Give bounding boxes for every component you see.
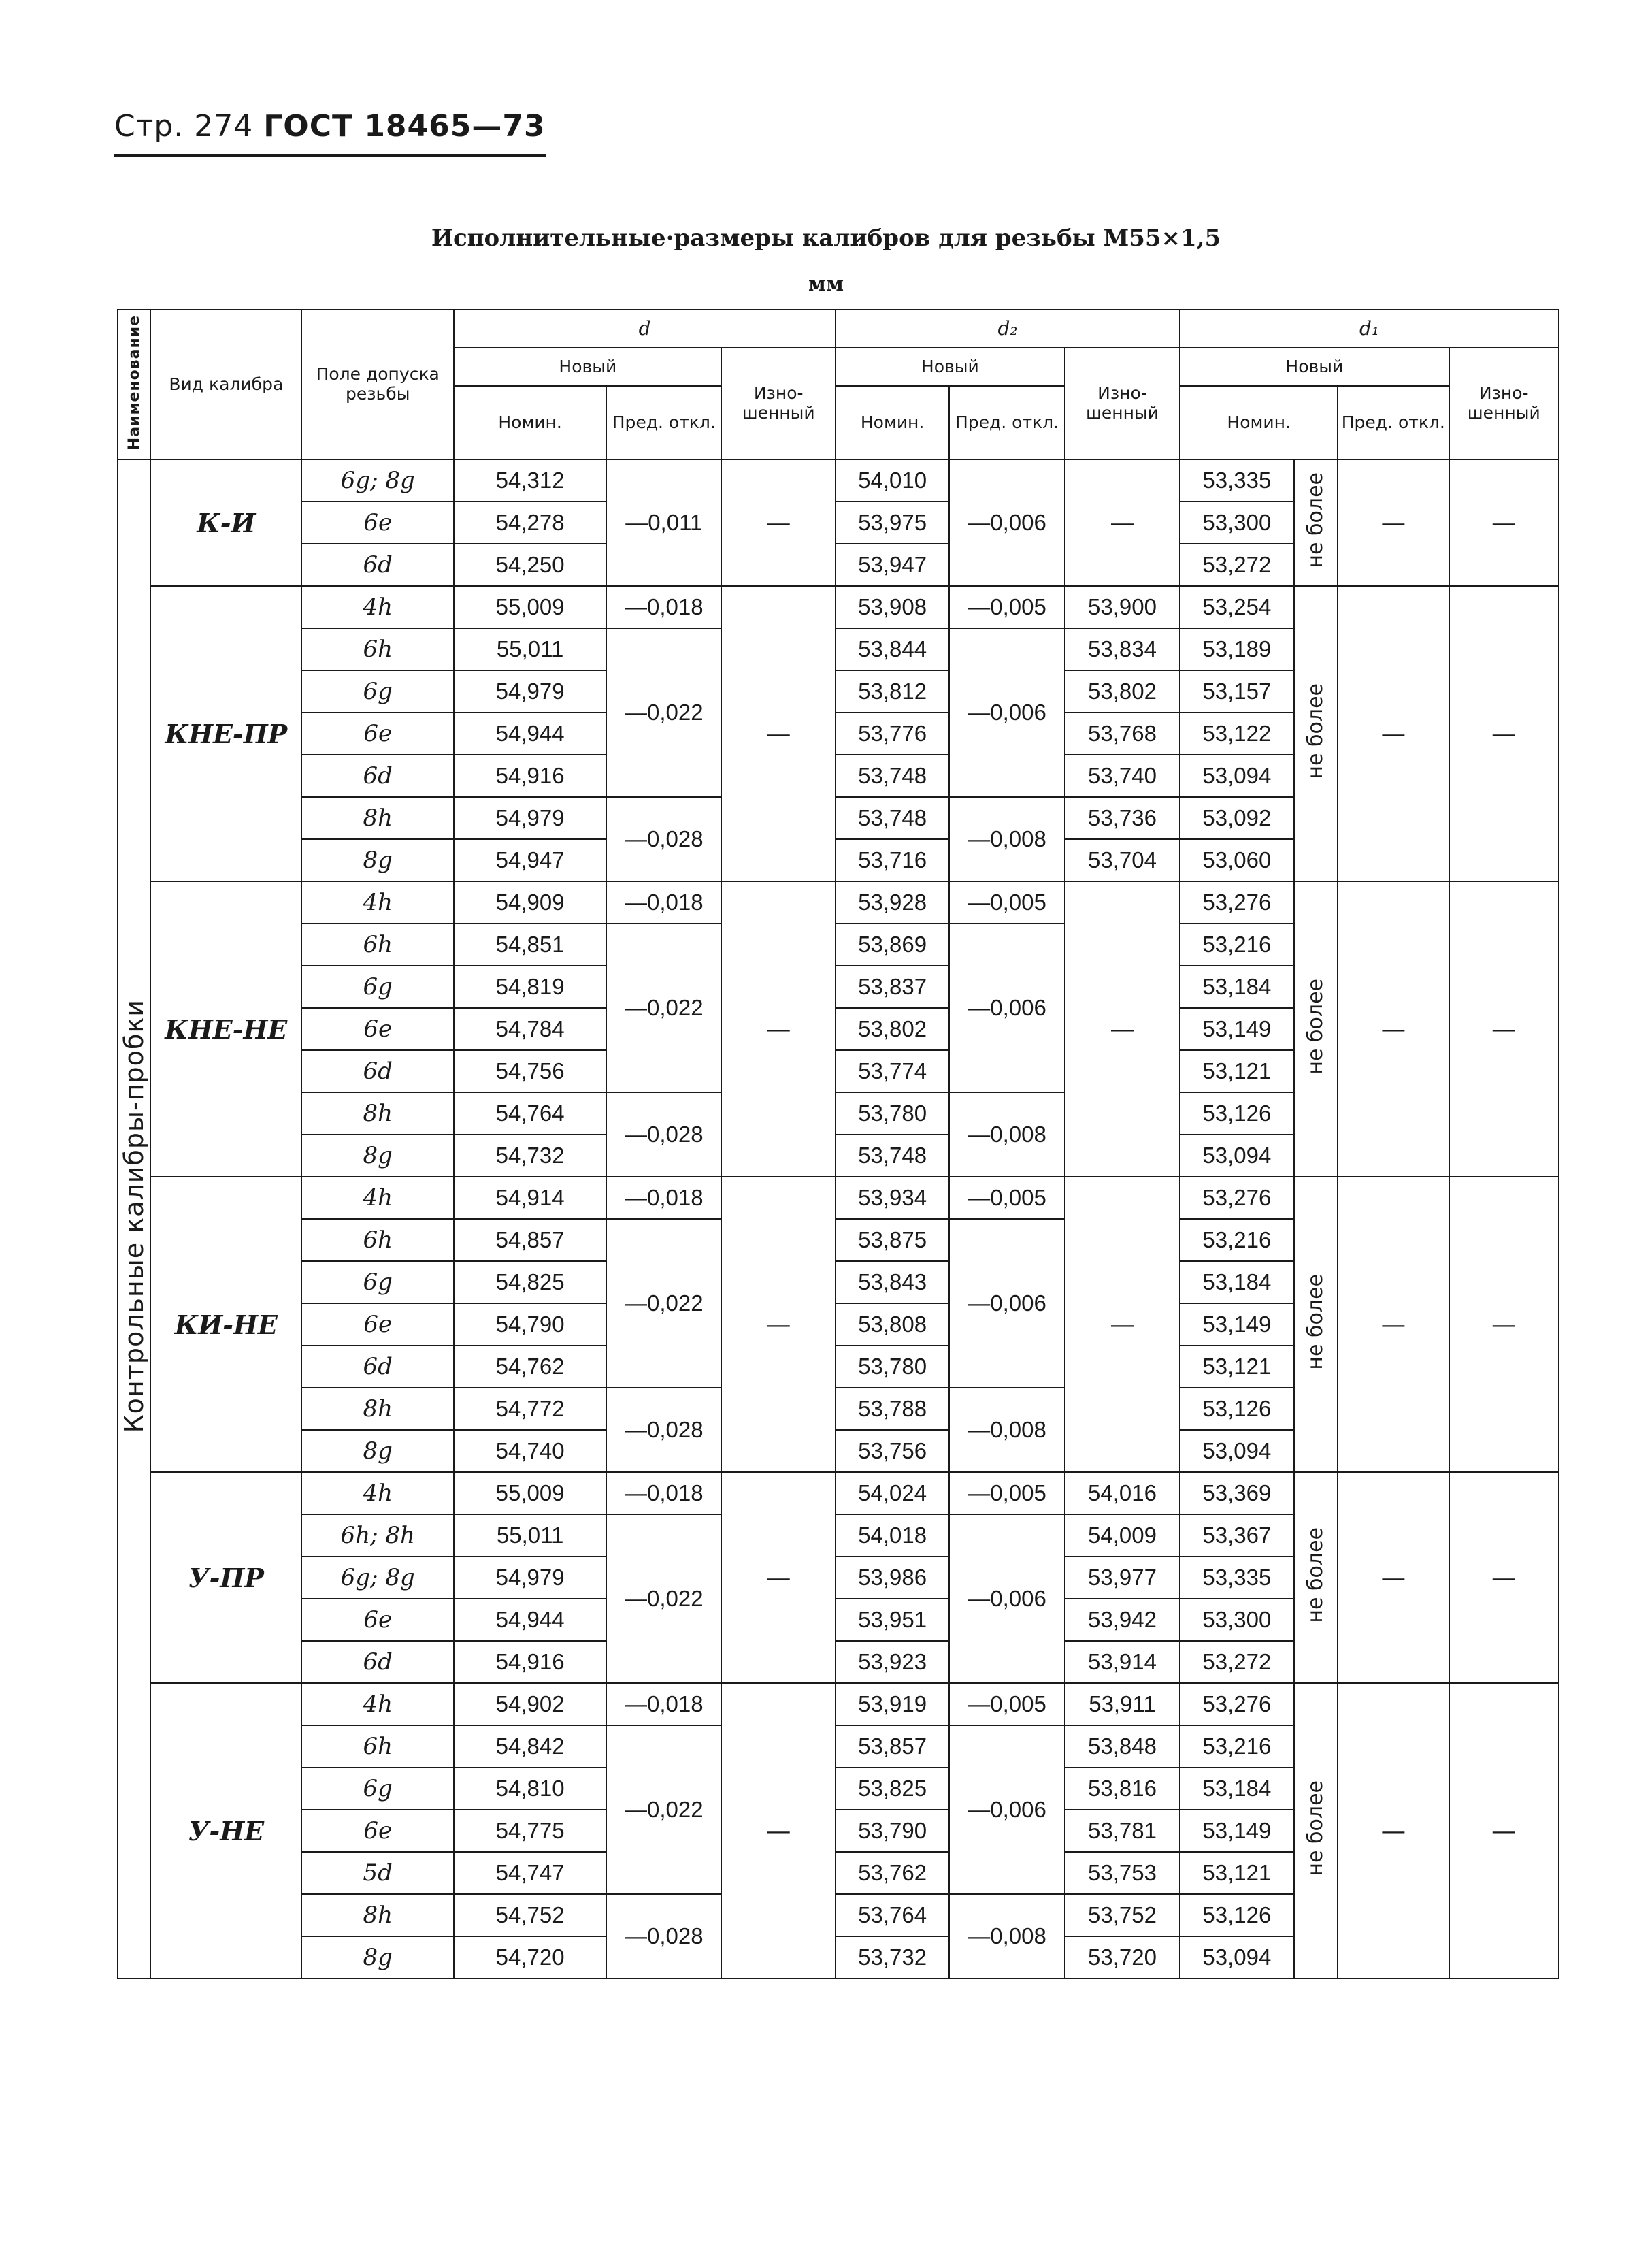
col-vid-kalibra: Вид калибра	[150, 310, 301, 459]
d1-nomin: 53,094	[1180, 755, 1293, 797]
d1-nomin: 53,300	[1180, 502, 1293, 544]
d-pred-otkl: —0,018	[606, 1683, 721, 1725]
d2-iznoshenny: 53,816	[1065, 1768, 1180, 1810]
tolerance-field: 6e	[301, 1303, 454, 1346]
d2-nomin: 53,790	[836, 1810, 949, 1852]
tolerance-field: 6h; 8h	[301, 1514, 454, 1557]
d2-nomin: 53,986	[836, 1557, 949, 1599]
d1-nomin: 53,272	[1180, 1641, 1293, 1683]
d-nomin: 54,250	[454, 544, 606, 586]
tolerance-field: 5d	[301, 1852, 454, 1894]
calibre-table	[117, 309, 1559, 1979]
d1-ne-bolee: не более	[1294, 881, 1338, 1177]
d-nomin: 54,810	[454, 1768, 606, 1810]
d2-iznoshenny: —	[1065, 459, 1180, 586]
d2-iznoshenny: 53,848	[1065, 1725, 1180, 1768]
d1-nomin: 53,335	[1180, 459, 1293, 502]
d2-nomin: 53,802	[836, 1008, 949, 1050]
d-pred-otkl: —0,022	[606, 924, 721, 1092]
table-row	[118, 1683, 1559, 1725]
d2-nomin: 54,024	[836, 1472, 949, 1514]
tolerance-field: 6g	[301, 966, 454, 1008]
d1-nomin: 53,276	[1180, 881, 1293, 924]
col-d2-noviy: Новый	[836, 348, 1065, 386]
d-nomin: 54,944	[454, 1599, 606, 1641]
d2-pred-otkl: —0,006	[949, 1514, 1064, 1683]
d2-pred-otkl: —0,005	[949, 1177, 1064, 1219]
d1-nomin: 53,092	[1180, 797, 1293, 839]
d2-pred-otkl: —0,005	[949, 1472, 1064, 1514]
tolerance-field: 8g	[301, 1936, 454, 1978]
d2-iznoshenny: 53,942	[1065, 1599, 1180, 1641]
tolerance-field: 4h	[301, 1683, 454, 1725]
tolerance-field: 8g	[301, 1135, 454, 1177]
table-body	[118, 459, 1559, 1978]
d1-iznoshenny: —	[1449, 1177, 1559, 1472]
d-nomin: 54,944	[454, 713, 606, 755]
col-d1-pred-otkl: Пред. откл.	[1338, 386, 1449, 459]
d-pred-otkl: —0,028	[606, 797, 721, 881]
d-nomin: 54,775	[454, 1810, 606, 1852]
d-pred-otkl: —0,018	[606, 586, 721, 628]
col-d-noviy: Новый	[454, 348, 721, 386]
d2-iznoshenny: 53,753	[1065, 1852, 1180, 1894]
d2-pred-otkl: —0,006	[949, 924, 1064, 1092]
d2-nomin: 53,748	[836, 797, 949, 839]
d1-nomin: 53,369	[1180, 1472, 1293, 1514]
d2-pred-otkl: —0,008	[949, 1894, 1064, 1978]
d-nomin: 54,916	[454, 1641, 606, 1683]
d2-iznoshenny: 53,911	[1065, 1683, 1180, 1725]
d2-nomin: 53,843	[836, 1261, 949, 1303]
d2-nomin: 53,756	[836, 1430, 949, 1472]
d1-nomin: 53,367	[1180, 1514, 1293, 1557]
d2-iznoshenny: —	[1065, 1177, 1180, 1472]
d1-nomin: 53,300	[1180, 1599, 1293, 1641]
d-nomin: 54,947	[454, 839, 606, 881]
d-nomin: 54,278	[454, 502, 606, 544]
d-nomin: 54,764	[454, 1092, 606, 1135]
col-d-nomin: Номин.	[454, 386, 606, 459]
tolerance-field: 4h	[301, 1177, 454, 1219]
d2-iznoshenny: 53,736	[1065, 797, 1180, 839]
d1-pred-otkl: —	[1338, 459, 1449, 586]
d-pred-otkl: —0,028	[606, 1388, 721, 1472]
table-row	[118, 586, 1559, 628]
gauge-type: У-ПР	[150, 1472, 301, 1683]
d-pred-otkl: —0,018	[606, 1472, 721, 1514]
d2-nomin: 53,788	[836, 1388, 949, 1430]
d2-pred-otkl: —0,006	[949, 1725, 1064, 1894]
d1-nomin: 53,126	[1180, 1092, 1293, 1135]
col-d-iznoshenny: Изно-шенный	[721, 348, 835, 459]
d-iznoshenny: —	[721, 1177, 835, 1472]
d2-nomin: 53,812	[836, 670, 949, 713]
d-nomin: 54,979	[454, 797, 606, 839]
col-d-pred-otkl: Пред. откл.	[606, 386, 721, 459]
page-number: Стр. 274	[114, 109, 254, 144]
d2-nomin: 53,748	[836, 755, 949, 797]
d-pred-otkl: —0,011	[606, 459, 721, 586]
gauge-type: КНЕ-НЕ	[150, 881, 301, 1177]
table-title: Исполнительные·размеры калибров для резьбы М55×1,5	[431, 225, 1221, 252]
d-nomin: 54,790	[454, 1303, 606, 1346]
tolerance-field: 6g; 8g	[301, 459, 454, 502]
tolerance-field: 6h	[301, 1219, 454, 1261]
d2-iznoshenny: 53,720	[1065, 1936, 1180, 1978]
d2-nomin: 53,732	[836, 1936, 949, 1978]
d2-pred-otkl: —0,005	[949, 586, 1064, 628]
tolerance-field: 4h	[301, 586, 454, 628]
d-pred-otkl: —0,028	[606, 1092, 721, 1177]
d2-pred-otkl: —0,008	[949, 1092, 1064, 1177]
tolerance-field: 6g	[301, 670, 454, 713]
d2-nomin: 53,808	[836, 1303, 949, 1346]
tolerance-field: 6d	[301, 1641, 454, 1683]
page-header	[114, 109, 546, 157]
d2-iznoshenny: 53,802	[1065, 670, 1180, 713]
tolerance-field: 6h	[301, 628, 454, 670]
d1-nomin: 53,276	[1180, 1177, 1293, 1219]
d-nomin: 54,914	[454, 1177, 606, 1219]
d-iznoshenny: —	[721, 459, 835, 586]
col-d2-nomin: Номин.	[836, 386, 949, 459]
d2-nomin: 53,919	[836, 1683, 949, 1725]
d1-nomin: 53,121	[1180, 1050, 1293, 1092]
d1-nomin: 53,121	[1180, 1346, 1293, 1388]
table-units: мм	[808, 272, 844, 296]
d-pred-otkl: —0,022	[606, 628, 721, 797]
d1-iznoshenny: —	[1449, 1472, 1559, 1683]
table-row	[118, 1472, 1559, 1514]
d2-iznoshenny: 53,740	[1065, 755, 1180, 797]
d2-nomin: 53,951	[836, 1599, 949, 1641]
d1-ne-bolee: не более	[1294, 459, 1338, 586]
d-nomin: 54,979	[454, 670, 606, 713]
d-iznoshenny: —	[721, 1472, 835, 1683]
d-pred-otkl: —0,022	[606, 1514, 721, 1683]
table-row	[118, 881, 1559, 924]
d-pred-otkl: —0,018	[606, 1177, 721, 1219]
d2-nomin: 53,875	[836, 1219, 949, 1261]
col-d: d	[454, 310, 836, 348]
col-pole-dopuska: Поле допуска резьбы	[301, 310, 454, 459]
d-nomin: 55,009	[454, 1472, 606, 1514]
tolerance-field: 6g	[301, 1768, 454, 1810]
d1-pred-otkl: —	[1338, 1472, 1449, 1683]
tolerance-field: 6e	[301, 502, 454, 544]
tolerance-field: 6g; 8g	[301, 1557, 454, 1599]
d-pred-otkl: —0,018	[606, 881, 721, 924]
d2-nomin: 53,975	[836, 502, 949, 544]
d1-iznoshenny: —	[1449, 881, 1559, 1177]
d1-nomin: 53,094	[1180, 1430, 1293, 1472]
d2-iznoshenny: 53,900	[1065, 586, 1180, 628]
gauge-type: КНЕ-ПР	[150, 586, 301, 881]
d-nomin: 54,909	[454, 881, 606, 924]
d2-pred-otkl: —0,006	[949, 628, 1064, 797]
d1-nomin: 53,122	[1180, 713, 1293, 755]
d1-nomin: 53,121	[1180, 1852, 1293, 1894]
tolerance-field: 8h	[301, 1388, 454, 1430]
d1-pred-otkl: —	[1338, 1683, 1449, 1978]
tolerance-field: 8h	[301, 797, 454, 839]
d2-nomin: 53,857	[836, 1725, 949, 1768]
d1-nomin: 53,335	[1180, 1557, 1293, 1599]
tolerance-field: 6d	[301, 1346, 454, 1388]
d-nomin: 54,842	[454, 1725, 606, 1768]
d1-nomin: 53,189	[1180, 628, 1293, 670]
d2-nomin: 53,762	[836, 1852, 949, 1894]
d2-nomin: 53,928	[836, 881, 949, 924]
d-nomin: 54,772	[454, 1388, 606, 1430]
d1-nomin: 53,184	[1180, 966, 1293, 1008]
d1-iznoshenny: —	[1449, 586, 1559, 881]
d1-nomin: 53,094	[1180, 1135, 1293, 1177]
d2-nomin: 53,837	[836, 966, 949, 1008]
d2-nomin: 53,869	[836, 924, 949, 966]
col-d2-iznoshenny: Изно-шенный	[1065, 348, 1180, 459]
tolerance-field: 6e	[301, 1008, 454, 1050]
d1-nomin: 53,216	[1180, 924, 1293, 966]
tolerance-field: 6d	[301, 1050, 454, 1092]
d1-ne-bolee: не более	[1294, 1683, 1338, 1978]
d2-iznoshenny: 53,704	[1065, 839, 1180, 881]
d-iznoshenny: —	[721, 1683, 835, 1978]
tolerance-field: 8g	[301, 839, 454, 881]
tolerance-field: 4h	[301, 881, 454, 924]
d1-nomin: 53,149	[1180, 1810, 1293, 1852]
d2-iznoshenny: 53,768	[1065, 713, 1180, 755]
d1-nomin: 53,126	[1180, 1894, 1293, 1936]
d1-nomin: 53,184	[1180, 1768, 1293, 1810]
d-nomin: 54,756	[454, 1050, 606, 1092]
d1-nomin: 53,094	[1180, 1936, 1293, 1978]
d2-nomin: 53,716	[836, 839, 949, 881]
d-pred-otkl: —0,022	[606, 1219, 721, 1388]
d2-nomin: 53,844	[836, 628, 949, 670]
d2-iznoshenny: 54,009	[1065, 1514, 1180, 1557]
d-pred-otkl: —0,028	[606, 1894, 721, 1978]
d-nomin: 55,011	[454, 1514, 606, 1557]
gauge-type: К-И	[150, 459, 301, 586]
table-row	[118, 1177, 1559, 1219]
tolerance-field: 6d	[301, 544, 454, 586]
d2-pred-otkl: —0,005	[949, 1683, 1064, 1725]
d1-pred-otkl: —	[1338, 881, 1449, 1177]
d-nomin: 54,784	[454, 1008, 606, 1050]
d1-nomin: 53,149	[1180, 1008, 1293, 1050]
d2-pred-otkl: —0,006	[949, 1219, 1064, 1388]
d1-nomin: 53,216	[1180, 1725, 1293, 1768]
d2-pred-otkl: —0,008	[949, 797, 1064, 881]
tolerance-field: 6e	[301, 1599, 454, 1641]
tolerance-field: 6h	[301, 924, 454, 966]
col-d1-noviy: Новый	[1180, 348, 1449, 386]
d2-nomin: 53,908	[836, 586, 949, 628]
d2-pred-otkl: —0,006	[949, 459, 1064, 586]
d-nomin: 54,732	[454, 1135, 606, 1177]
d2-nomin: 53,780	[836, 1092, 949, 1135]
d2-nomin: 54,018	[836, 1514, 949, 1557]
tolerance-field: 6h	[301, 1725, 454, 1768]
d-nomin: 54,979	[454, 1557, 606, 1599]
tolerance-field: 8h	[301, 1894, 454, 1936]
d2-nomin: 53,923	[836, 1641, 949, 1683]
d2-nomin: 53,780	[836, 1346, 949, 1388]
d2-pred-otkl: —0,005	[949, 881, 1064, 924]
d1-nomin: 53,149	[1180, 1303, 1293, 1346]
tolerance-field: 6e	[301, 1810, 454, 1852]
d2-iznoshenny: 53,781	[1065, 1810, 1180, 1852]
col-d2-pred-otkl: Пред. откл.	[949, 386, 1064, 459]
d2-nomin: 53,774	[836, 1050, 949, 1092]
tolerance-field: 4h	[301, 1472, 454, 1514]
d-nomin: 54,762	[454, 1346, 606, 1388]
gauge-type: КИ-НЕ	[150, 1177, 301, 1472]
d-nomin: 54,851	[454, 924, 606, 966]
d1-nomin: 53,184	[1180, 1261, 1293, 1303]
d1-ne-bolee: не более	[1294, 1472, 1338, 1683]
d-nomin: 54,747	[454, 1852, 606, 1894]
d2-nomin: 54,010	[836, 459, 949, 502]
d2-iznoshenny: 54,016	[1065, 1472, 1180, 1514]
table-row	[118, 459, 1559, 502]
d2-iznoshenny: 53,914	[1065, 1641, 1180, 1683]
d-nomin: 54,720	[454, 1936, 606, 1978]
d1-nomin: 53,157	[1180, 670, 1293, 713]
d1-nomin: 53,272	[1180, 544, 1293, 586]
d1-nomin: 53,060	[1180, 839, 1293, 881]
d-iznoshenny: —	[721, 881, 835, 1177]
col-naimenovanie: Наименование	[118, 310, 150, 459]
d1-pred-otkl: —	[1338, 1177, 1449, 1472]
d-pred-otkl: —0,022	[606, 1725, 721, 1894]
col-d1-nomin: Номин.	[1180, 386, 1338, 459]
tolerance-field: 8h	[301, 1092, 454, 1135]
d-iznoshenny: —	[721, 586, 835, 881]
d-nomin: 54,312	[454, 459, 606, 502]
d1-nomin: 53,126	[1180, 1388, 1293, 1430]
d1-nomin: 53,276	[1180, 1683, 1293, 1725]
d2-nomin: 53,748	[836, 1135, 949, 1177]
gost-number: ГОСТ 18465—73	[263, 109, 546, 144]
d2-nomin: 53,776	[836, 713, 949, 755]
table-header	[118, 310, 1559, 459]
d1-nomin: 53,216	[1180, 1219, 1293, 1261]
d-nomin: 54,740	[454, 1430, 606, 1472]
d-nomin: 54,916	[454, 755, 606, 797]
d-nomin: 54,825	[454, 1261, 606, 1303]
d2-nomin: 53,764	[836, 1894, 949, 1936]
d2-nomin: 53,947	[836, 544, 949, 586]
d1-pred-otkl: —	[1338, 586, 1449, 881]
d2-iznoshenny: —	[1065, 881, 1180, 1177]
tolerance-field: 6e	[301, 713, 454, 755]
d-nomin: 54,819	[454, 966, 606, 1008]
d1-ne-bolee: не более	[1294, 1177, 1338, 1472]
col-d2: d₂	[836, 310, 1180, 348]
d2-iznoshenny: 53,977	[1065, 1557, 1180, 1599]
d-nomin: 55,009	[454, 586, 606, 628]
d-nomin: 54,752	[454, 1894, 606, 1936]
tolerance-field: 6g	[301, 1261, 454, 1303]
d1-ne-bolee: не более	[1294, 586, 1338, 881]
col-d1-iznoshenny: Изно-шенный	[1449, 348, 1559, 459]
d-nomin: 55,011	[454, 628, 606, 670]
d2-nomin: 53,825	[836, 1768, 949, 1810]
d2-iznoshenny: 53,834	[1065, 628, 1180, 670]
d2-iznoshenny: 53,752	[1065, 1894, 1180, 1936]
d-nomin: 54,857	[454, 1219, 606, 1261]
d1-nomin: 53,254	[1180, 586, 1293, 628]
d2-pred-otkl: —0,008	[949, 1388, 1064, 1472]
tolerance-field: 6d	[301, 755, 454, 797]
group-label-cell: Контрольные калибры-пробки	[118, 459, 150, 1978]
tolerance-field: 8g	[301, 1430, 454, 1472]
gauge-type: У-НЕ	[150, 1683, 301, 1978]
d-nomin: 54,902	[454, 1683, 606, 1725]
d1-iznoshenny: —	[1449, 1683, 1559, 1978]
d2-nomin: 53,934	[836, 1177, 949, 1219]
d1-iznoshenny: —	[1449, 459, 1559, 586]
col-d1: d₁	[1180, 310, 1559, 348]
